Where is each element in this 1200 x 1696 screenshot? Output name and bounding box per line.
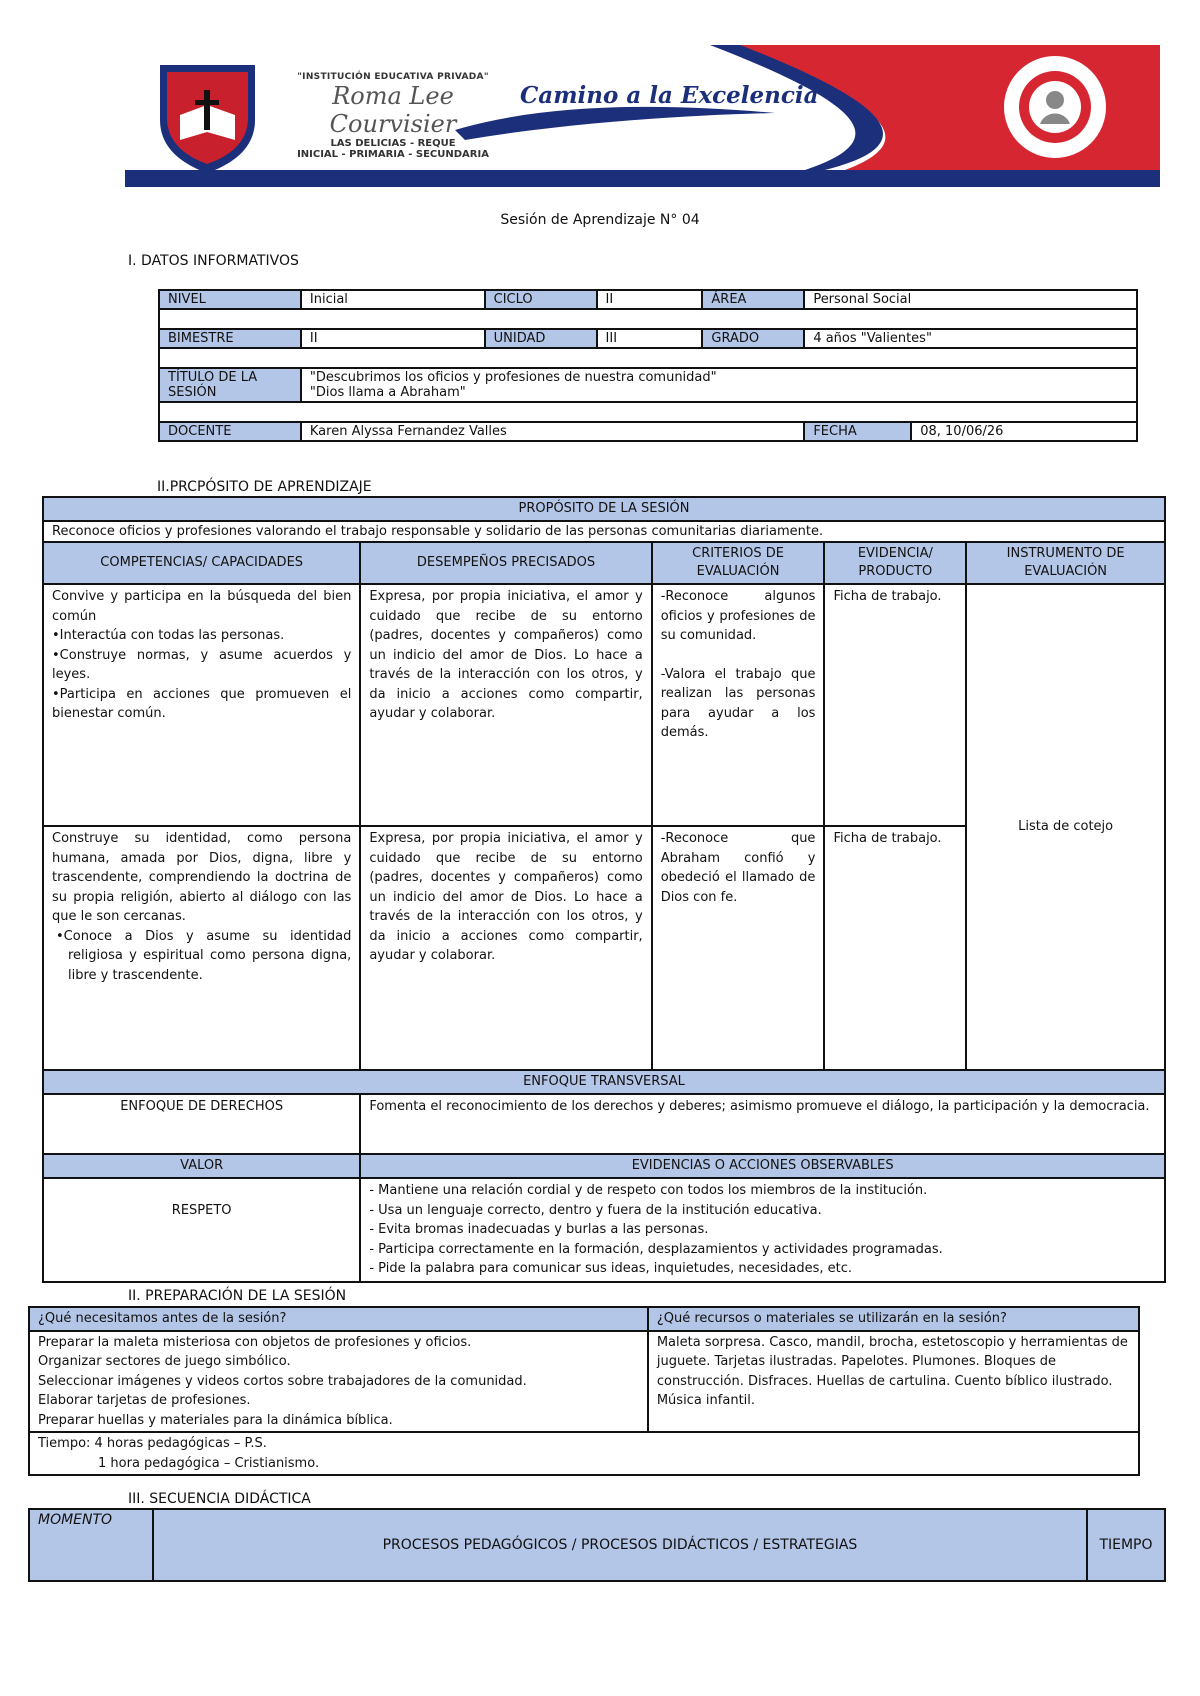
col-evidencia: EVIDENCIA/ PRODUCTO xyxy=(824,542,966,584)
partner-logo xyxy=(1000,52,1110,162)
col-desempenos: DESEMPEÑOS PRECISADOS xyxy=(360,542,651,584)
titulo-line-2: "Dios llama a Abraham" xyxy=(309,385,466,400)
school-levels: INICIAL - PRIMARIA - SECUNDARIA xyxy=(297,149,489,160)
enfoque-header: ENFOQUE TRANSVERSAL xyxy=(43,1070,1165,1094)
evidencia-2: Ficha de trabajo. xyxy=(824,826,966,1070)
enfoque-text: Fomenta el reconocimiento de los derechos y deberes; asimismo promueve el diálogo, la participación y la democracia. xyxy=(360,1094,1165,1154)
capacidades-list-1 xyxy=(52,626,351,724)
school-shield-logo xyxy=(155,60,260,175)
col-instrumento: INSTRUMENTO DE EVALUACIÓN xyxy=(966,542,1165,584)
grado-label: GRADO xyxy=(702,329,804,348)
evidencia-1: Ficha de trabajo. xyxy=(824,584,966,826)
tiempo-cell xyxy=(29,1432,1139,1475)
competencia-cell-2 xyxy=(43,826,360,1070)
competencia-2: Construye su identidad, como persona humana, amada por Dios, digna, libre y trascendente, comprendiendo la doctrina de su propia religión, abierto al diálogo con las que le son cercanas. xyxy=(52,831,352,924)
area-label: ÁREA xyxy=(702,290,804,309)
capacidad-item: • Participa en acciones que promueven el bienestar común. xyxy=(52,685,351,724)
proposito-table xyxy=(42,496,1166,1283)
spacer-row xyxy=(159,402,1137,422)
accion-item: - Evita bromas inadecuadas y burlas a las personas. xyxy=(369,1222,709,1238)
procesos-header: PROCESOS PEDAGÓGICOS / PROCESOS DIDÁCTICOS / ESTRATEGIAS xyxy=(153,1509,1087,1581)
desempeno-2: Expresa, por propia iniciativa, el amor y cuidado que recibe de su entorno (padres, docentes y compañeros) como un indicio del amor de Dios. Lo hace a través de la interacción con los otros, y da inicio a acciones como compartir, ayudar y colaborar. xyxy=(360,826,651,1070)
docente-label: DOCENTE xyxy=(159,422,301,441)
capacidades-list-2 xyxy=(52,927,351,986)
section-preparacion-heading: II. PREPARACIÓN DE LA SESIÓN xyxy=(128,1288,347,1304)
momento-header: MOMENTO xyxy=(29,1509,153,1581)
grado-value: 4 años "Valientes" xyxy=(804,329,1137,348)
datos-informativos-table xyxy=(158,289,1138,442)
titulo-value xyxy=(301,368,1137,402)
secuencia-table xyxy=(28,1508,1166,1582)
accion-item: - Usa un lenguaje correcto, dentro y fuera de la institución educativa. xyxy=(369,1202,822,1218)
criterios-cell-1 xyxy=(652,584,825,826)
section-secuencia-heading: III. SECUENCIA DIDÁCTICA xyxy=(128,1491,311,1507)
ciclo-label: CICLO xyxy=(485,290,597,309)
accion-item: - Pide la palabra para comunicar sus ideas, inquietudes, necesidades, etc. xyxy=(369,1261,853,1277)
nivel-value: Inicial xyxy=(301,290,485,309)
proposito-header: PROPÓSITO DE LA SESIÓN xyxy=(43,497,1165,521)
antes-item: Seleccionar imágenes y videos cortos sobre trabajadores de la comunidad. xyxy=(38,1373,527,1389)
capacidad-item: • Interactúa con todas las personas. xyxy=(52,626,351,646)
school-location: LAS DELICIAS - REQUE xyxy=(330,138,456,149)
capacidad-item: • Conoce a Dios y asume su identidad religiosa y espiritual como persona digna, libre y trascendente. xyxy=(68,927,351,986)
school-name: Roma Lee Courvisier xyxy=(329,82,457,138)
recursos-text: Maleta sorpresa. Casco, mandil, brocha, estetoscopio y herramientas de juguete. Tarjetas ilustradas. Papelotes. Plumones. Bloques de construcción. Disfraces. Huellas de cartulina. Cuento bíblico ilustrado. Música infantil. xyxy=(648,1331,1139,1433)
criterio-2: -Reconoce que Abraham confió y obedeció el llamado de Dios con fe. xyxy=(652,826,825,1070)
criterio-1a: -Reconoce algunos oficios y profesiones de su comunidad. xyxy=(660,589,816,643)
competencia-1: Convive y participa en la búsqueda del bien común xyxy=(52,589,352,624)
enfoque-name: ENFOQUE DE DERECHOS xyxy=(43,1094,360,1154)
competencia-cell-1 xyxy=(43,584,360,826)
valor-value: RESPETO xyxy=(43,1178,360,1282)
session-title: Sesión de Aprendizaje N° 04 xyxy=(500,212,700,228)
col-competencias: COMPETENCIAS/ CAPACIDADES xyxy=(43,542,360,584)
titulo-line-1: "Descubrimos los oficios y profesiones de nuestra comunidad" xyxy=(309,370,717,385)
bimestre-value: II xyxy=(301,329,485,348)
titulo-label: TÍTULO DE LA SESIÓN xyxy=(159,368,301,402)
accion-item: - Mantiene una relación cordial y de respeto con todos los miembros de la institución. xyxy=(369,1183,928,1198)
section-proposito-heading: II.PRCPÓSITO DE APRENDIZAJE xyxy=(157,479,372,495)
spacer-row xyxy=(159,309,1137,329)
spacer-row xyxy=(159,348,1137,368)
tiempo-header: TIEMPO xyxy=(1087,1509,1165,1581)
antes-cell xyxy=(29,1331,648,1433)
desempeno-1: Expresa, por propia iniciativa, el amor y cuidado que recibe de su entorno (padres, docentes y compañeros) como un indicio del amor de Dios. Lo hace a través de la interacción con los otros, y da inicio a acciones como compartir, ayudar y colaborar. xyxy=(360,584,651,826)
antes-item: Organizar sectores de juego simbólico. xyxy=(38,1354,291,1369)
antes-item: Preparar huellas y materiales para la dinámica bíblica. xyxy=(38,1412,393,1428)
school-prefix: "INSTITUCIÓN EDUCATIVA PRIVADA" xyxy=(297,72,489,82)
fecha-value: 08, 10/06/26 xyxy=(911,422,1137,441)
school-name-block xyxy=(283,72,503,160)
capacidad-item: • Construye normas, y asume acuerdos y leyes. xyxy=(52,646,351,685)
ciclo-value: II xyxy=(597,290,703,309)
valor-header: VALOR xyxy=(43,1154,360,1178)
antes-item: Elaborar tarjetas de profesiones. xyxy=(38,1393,251,1408)
fecha-label: FECHA xyxy=(804,422,911,441)
tiempo-line-1: Tiempo: 4 horas pedagógicas – P.S. xyxy=(38,1436,267,1451)
section-datos-heading: I. DATOS INFORMATIVOS xyxy=(128,253,299,269)
tiempo-line-2: 1 hora pedagógica – Cristianismo. xyxy=(98,1455,320,1471)
slogan: Camino a la Excelencia xyxy=(520,82,819,109)
nivel-label: NIVEL xyxy=(159,290,301,309)
instrumento-value: Lista de cotejo xyxy=(966,584,1165,1070)
criterio-1b: -Valora el trabajo que realizan las personas para ayudar a los demás. xyxy=(660,666,816,740)
pregunta-antes: ¿Qué necesitamos antes de la sesión? xyxy=(29,1307,648,1331)
proposito-text: Reconoce oficios y profesiones valorando el trabajo responsable y solidario de las personas comunitarias diariamente. xyxy=(43,521,1165,542)
pregunta-recursos: ¿Qué recursos o materiales se utilizarán en la sesión? xyxy=(648,1307,1139,1331)
unidad-label: UNIDAD xyxy=(485,329,597,348)
antes-item: Preparar la maleta misteriosa con objetos de profesiones y oficios. xyxy=(38,1334,472,1350)
accion-item: - Participa correctamente en la formación, desplazamientos y actividades programadas. xyxy=(369,1241,943,1257)
preparacion-table xyxy=(28,1306,1140,1476)
evidencias-header: EVIDENCIAS O ACCIONES OBSERVABLES xyxy=(360,1154,1165,1178)
unidad-value: III xyxy=(597,329,703,348)
col-criterios: CRITERIOS DE EVALUACIÓN xyxy=(652,542,825,584)
bimestre-label: BIMESTRE xyxy=(159,329,301,348)
docente-value: Karen Alyssa Fernandez Valles xyxy=(301,422,804,441)
area-value: Personal Social xyxy=(804,290,1137,309)
acciones-cell xyxy=(360,1178,1165,1282)
